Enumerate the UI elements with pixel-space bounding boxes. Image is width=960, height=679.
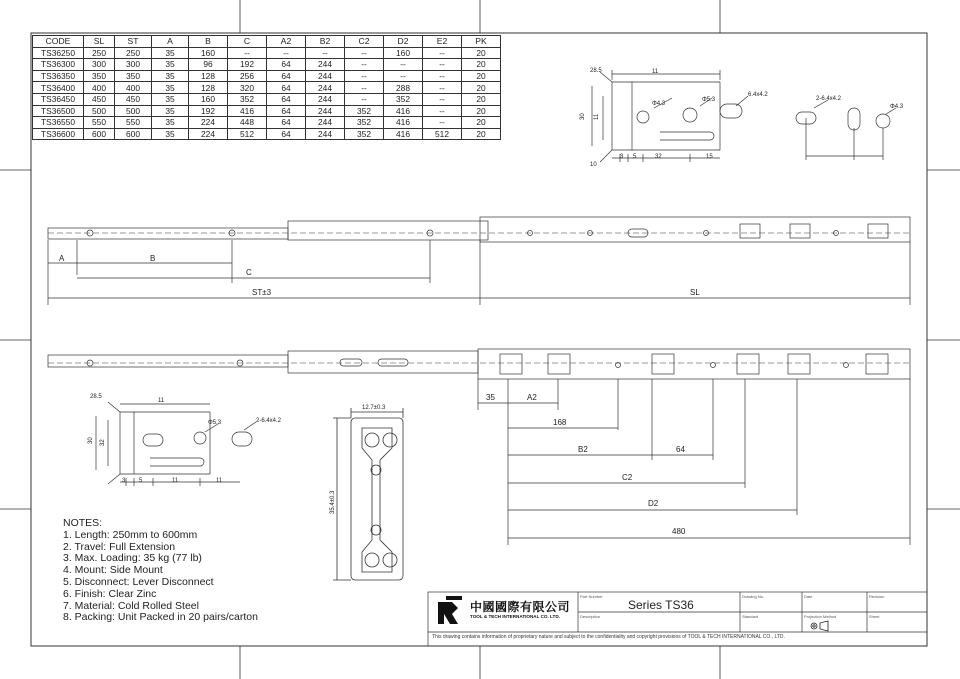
cell: 35 <box>152 105 189 117</box>
standard-label: Standard <box>742 614 759 619</box>
note-item: 3. Max. Loading: 35 kg (77 lb) <box>63 552 202 565</box>
cell: -- <box>423 105 462 117</box>
bracket-detail-top <box>592 70 896 162</box>
cell: 20 <box>462 117 501 129</box>
cell: 250 <box>115 47 152 59</box>
cell: 352 <box>345 117 384 129</box>
cell: 35 <box>152 93 189 105</box>
cell: 35 <box>152 82 189 94</box>
cell: 64 <box>267 93 306 105</box>
bracket-bottom-dim-height: 30 <box>88 437 94 444</box>
table-row <box>33 105 501 117</box>
bracket-bottom-dim-a: 3 <box>122 478 126 484</box>
col-e2-header: E2 <box>423 36 462 48</box>
cell: 288 <box>384 82 423 94</box>
cell: 500 <box>84 105 115 117</box>
slide-profile-section <box>333 408 403 580</box>
table-row <box>33 47 501 59</box>
dim-d2-label: D2 <box>648 499 659 508</box>
bracket-bottom-dim-c: 11 <box>172 478 179 484</box>
cell: 352 <box>228 93 267 105</box>
cell: -- <box>228 47 267 59</box>
bracket-bottom-dim-chamfer: 28.5 <box>90 394 102 400</box>
col-b-header: B <box>189 36 228 48</box>
col-pk-header: PK <box>462 36 501 48</box>
cell: 35 <box>152 70 189 82</box>
bracket-top-dim-length: 11 <box>652 69 659 75</box>
cell: -- <box>423 47 462 59</box>
table-row <box>33 70 501 82</box>
bracket-bottom-hole-1: Φ5.3 <box>208 420 222 426</box>
cell: 244 <box>306 59 345 71</box>
cell: 448 <box>228 117 267 129</box>
bracket-top-hole-3: 6.4x4.2 <box>748 92 768 98</box>
cell: 35 <box>152 128 189 140</box>
bottom-view-dims <box>486 393 686 536</box>
cell: 20 <box>462 93 501 105</box>
table-row <box>33 128 501 140</box>
cell: 224 <box>189 128 228 140</box>
cell: 224 <box>189 117 228 129</box>
table-row <box>33 59 501 71</box>
cell: 512 <box>423 128 462 140</box>
bracket-bottom-dim-d: 11 <box>216 478 223 484</box>
bracket-top-dim-c: 15 <box>706 154 713 160</box>
col-d2-header: D2 <box>384 36 423 48</box>
cell: -- <box>423 82 462 94</box>
cell: 250 <box>84 47 115 59</box>
note-item: 7. Material: Cold Rolled Steel <box>63 599 199 612</box>
cell: -- <box>423 70 462 82</box>
cell: 20 <box>462 128 501 140</box>
notes-block <box>63 518 258 624</box>
cell: 64 <box>267 82 306 94</box>
note-item: 5. Disconnect: Lever Disconnect <box>63 575 214 588</box>
cell: 352 <box>345 128 384 140</box>
profile-width-label: 12.7±0.3 <box>362 405 386 411</box>
dim-a2-label: A2 <box>527 393 537 402</box>
bracket-top-hole-4: 2-6.4x4.2 <box>816 96 842 102</box>
date-label: Date <box>804 594 813 599</box>
company-logo <box>438 596 462 624</box>
cell: 600 <box>115 128 152 140</box>
company-name-cn: 中國國際有限公司 <box>470 600 571 614</box>
bracket-detail-bottom <box>96 402 256 486</box>
profile-height-label: 35.4±0.3 <box>330 490 336 514</box>
part-number-label: Part Number <box>580 594 603 599</box>
bracket-top-dims <box>580 68 904 168</box>
cell: -- <box>384 70 423 82</box>
cell: 64 <box>267 117 306 129</box>
cell: 35 <box>152 47 189 59</box>
note-item: 1. Length: 250mm to 600mm <box>63 528 198 541</box>
cell: 300 <box>115 59 152 71</box>
cell: 128 <box>189 82 228 94</box>
note-item: 6. Finish: Clear Zinc <box>63 587 157 600</box>
cell: TS36600 <box>33 128 84 140</box>
cell: -- <box>345 82 384 94</box>
note-item: 4. Mount: Side Mount <box>63 564 163 577</box>
part-number-value: Series TS36 <box>628 598 694 612</box>
bracket-top-hole-2: Φ5.3 <box>702 97 716 103</box>
note-item: 8. Packing: Unit Packed in 20 pairs/carton <box>63 611 258 624</box>
col-st-header: ST <box>115 36 152 48</box>
projection-symbol <box>811 621 828 631</box>
cell: 20 <box>462 59 501 71</box>
cell: 300 <box>84 59 115 71</box>
cell: -- <box>423 93 462 105</box>
cell: 400 <box>115 82 152 94</box>
cell: 416 <box>384 128 423 140</box>
dim-35-label: 35 <box>486 393 495 402</box>
cell: -- <box>345 59 384 71</box>
cell: 64 <box>267 70 306 82</box>
front-view-dims <box>59 254 700 297</box>
cell: -- <box>267 47 306 59</box>
cell: -- <box>306 47 345 59</box>
cell: 244 <box>306 128 345 140</box>
dim-168-label: 168 <box>553 418 567 427</box>
cell: 352 <box>384 93 423 105</box>
cell: -- <box>345 70 384 82</box>
cell: 500 <box>115 105 152 117</box>
col-b2-header: B2 <box>306 36 345 48</box>
bracket-bottom-hole-2: 2-6.4x4.2 <box>256 418 282 424</box>
dim-st-label: ST±3 <box>252 288 272 297</box>
projection-label: Projection Method <box>804 614 837 619</box>
bracket-bottom-dims <box>88 394 282 484</box>
bracket-bottom-dim-b: 5 <box>139 478 143 484</box>
cell: 128 <box>189 70 228 82</box>
spec-table-header-row <box>33 36 501 48</box>
cell: -- <box>423 117 462 129</box>
cell: TS36350 <box>33 70 84 82</box>
cell: 512 <box>228 128 267 140</box>
col-c2-header: C2 <box>345 36 384 48</box>
cell: 244 <box>306 105 345 117</box>
cell: 192 <box>189 105 228 117</box>
dim-480-label: 480 <box>672 527 686 536</box>
spec-table <box>32 35 501 140</box>
dim-c2-label: C2 <box>622 473 633 482</box>
cell: -- <box>345 47 384 59</box>
cell: 450 <box>84 93 115 105</box>
cell: 35 <box>152 117 189 129</box>
cell: TS36300 <box>33 59 84 71</box>
dim-b-label: B <box>150 254 156 263</box>
dim-c-label: C <box>246 268 252 277</box>
cell: 64 <box>267 105 306 117</box>
cell: -- <box>384 59 423 71</box>
cell: 244 <box>306 82 345 94</box>
cell: 160 <box>384 47 423 59</box>
cell: 320 <box>228 82 267 94</box>
cell: -- <box>345 93 384 105</box>
col-sl-header: SL <box>84 36 115 48</box>
cell: -- <box>423 59 462 71</box>
col-c-header: C <box>228 36 267 48</box>
dim-64-label: 64 <box>676 445 685 454</box>
cell: 244 <box>306 70 345 82</box>
bracket-top-dim-chamfer-2: 10 <box>590 162 597 168</box>
cell: 400 <box>84 82 115 94</box>
col-a2-header: A2 <box>267 36 306 48</box>
bracket-top-dim-b: 5 <box>633 154 637 160</box>
cell: 550 <box>115 117 152 129</box>
cell: 192 <box>228 59 267 71</box>
company-name-en: TOOL & TECH INTERNATIONAL CO. LTD. <box>470 614 560 619</box>
cell: 64 <box>267 59 306 71</box>
cell: 64 <box>267 128 306 140</box>
cell: 160 <box>189 47 228 59</box>
cell: TS36550 <box>33 117 84 129</box>
confidentiality-footer: This drawing contains information of proprietary nature and subject to the confidentiality and copyright provisions of TOOL & TECH INTERNATIONAL CO., LTD. <box>432 634 785 640</box>
description-label: Description <box>580 614 601 619</box>
drawing-no-label: Drawing No. <box>742 594 765 599</box>
bracket-top-hole-1: Φ4.3 <box>652 101 666 107</box>
cell: 352 <box>345 105 384 117</box>
revision-label: Revision <box>869 594 885 599</box>
cell: TS36450 <box>33 93 84 105</box>
cell: 350 <box>115 70 152 82</box>
note-item: 2. Travel: Full Extension <box>63 540 176 553</box>
dim-sl-label: SL <box>690 288 700 297</box>
cell: 600 <box>84 128 115 140</box>
sheet-label: Sheet <box>869 614 880 619</box>
cell: 350 <box>84 70 115 82</box>
cell: 244 <box>306 93 345 105</box>
cell: 244 <box>306 117 345 129</box>
cell: 96 <box>189 59 228 71</box>
cell: 450 <box>115 93 152 105</box>
notes-title: NOTES: <box>63 517 103 529</box>
cell: TS36250 <box>33 47 84 59</box>
cell: 550 <box>84 117 115 129</box>
cell: 256 <box>228 70 267 82</box>
cell: 20 <box>462 82 501 94</box>
bracket-top-dim-chamfer: 28.5 <box>590 68 602 74</box>
bracket-bottom-dim-inner: 32 <box>100 439 106 446</box>
bracket-top-dim-d: 32 <box>655 154 662 160</box>
table-row <box>33 93 501 105</box>
cell: TS36400 <box>33 82 84 94</box>
cell: 20 <box>462 105 501 117</box>
cell: TS36500 <box>33 105 84 117</box>
cell: 416 <box>384 117 423 129</box>
cell: 416 <box>228 105 267 117</box>
bracket-top-hole-5: Φ4.3 <box>890 104 904 110</box>
bracket-top-dim-inner: 11 <box>594 113 600 120</box>
col-a-header: A <box>152 36 189 48</box>
profile-dims <box>330 405 386 514</box>
cell: 20 <box>462 70 501 82</box>
cell: 20 <box>462 47 501 59</box>
table-row <box>33 117 501 129</box>
slide-front-view <box>48 217 910 305</box>
dim-a-label: A <box>59 254 65 263</box>
cell: 416 <box>384 105 423 117</box>
cell: 160 <box>189 93 228 105</box>
bracket-top-dim-height: 30 <box>580 113 586 120</box>
bracket-bottom-dim-length: 11 <box>158 398 165 404</box>
dim-b2-label: B2 <box>578 445 588 454</box>
table-row <box>33 82 501 94</box>
cell: 35 <box>152 59 189 71</box>
bracket-top-dim-a: 3 <box>620 154 624 160</box>
col-code-header: CODE <box>33 36 84 48</box>
slide-bottom-view <box>48 349 910 545</box>
